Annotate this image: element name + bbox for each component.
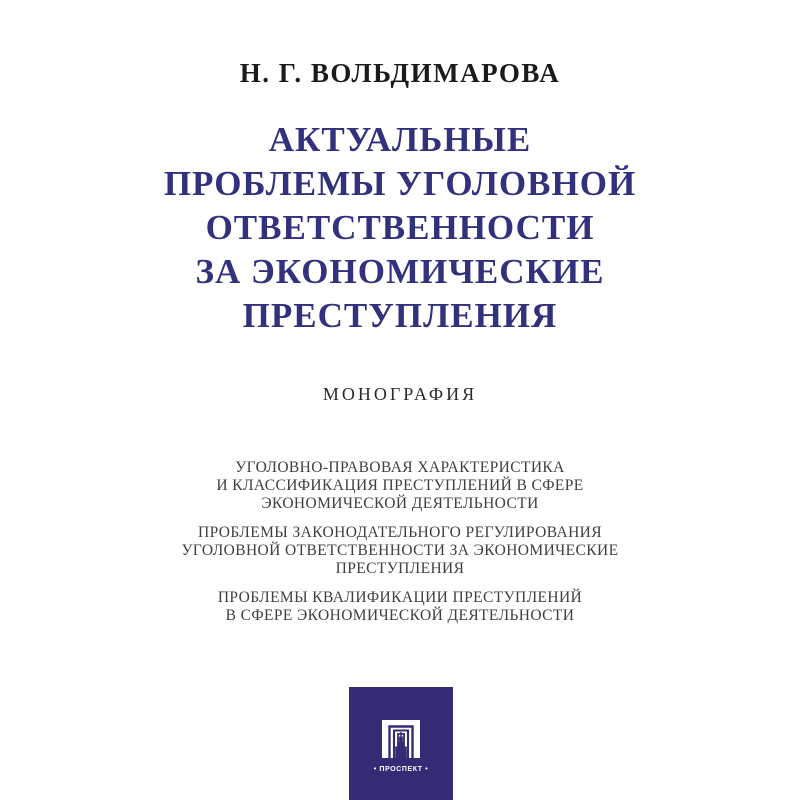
subtitle-monograph: МОНОГРАФИЯ — [322, 384, 478, 404]
topic-item — [0, 589, 800, 625]
topic-line: В СФЕРЕ ЭКОНОМИЧЕСКОЙ ДЕЯТЕЛЬНОСТИ — [225, 607, 575, 624]
topic-line: УГОЛОВНОЙ ОТВЕТСТВЕННОСТИ ЗА ЭКОНОМИЧЕСКИЕ — [181, 542, 619, 559]
topics-list — [0, 459, 800, 636]
book-title — [0, 118, 800, 338]
publisher-colophon — [349, 687, 453, 800]
topic-line: ПРОБЛЕМЫ КВАЛИФИКАЦИИ ПРЕСТУПЛЕНИЙ — [217, 589, 583, 606]
title-line: ПРЕСТУПЛЕНИЯ — [242, 296, 558, 335]
title-line: АКТУАЛЬНЫЕ — [268, 120, 532, 159]
topic-line: УГОЛОВНО-ПРАВОВАЯ ХАРАКТЕРИСТИКА — [235, 459, 565, 476]
title-line: ЗА ЭКОНОМИЧЕСКИЕ — [195, 252, 605, 291]
author-name: Н. Г. ВОЛЬДИМАРОВА — [239, 58, 561, 88]
topic-line: И КЛАССИФИКАЦИЯ ПРЕСТУПЛЕНИЙ В СФЕРЕ — [216, 477, 584, 494]
topic-item — [0, 459, 800, 513]
topic-line: ПРОБЛЕМЫ ЗАКОНОДАТЕЛЬНОГО РЕГУЛИРОВАНИЯ — [197, 524, 603, 541]
topic-item — [0, 524, 800, 578]
title-line: ОТВЕТСТВЕННОСТИ — [205, 208, 595, 247]
prospekt-logo-icon — [382, 720, 420, 758]
topic-line: ПРЕСТУПЛЕНИЯ — [335, 560, 465, 577]
topic-line: ЭКОНОМИЧЕСКОЙ ДЕЯТЕЛЬНОСТИ — [261, 495, 539, 512]
title-line: ПРОБЛЕМЫ УГОЛОВНОЙ — [163, 164, 637, 203]
publisher-name: • ПРОСПЕКТ • — [373, 766, 429, 773]
